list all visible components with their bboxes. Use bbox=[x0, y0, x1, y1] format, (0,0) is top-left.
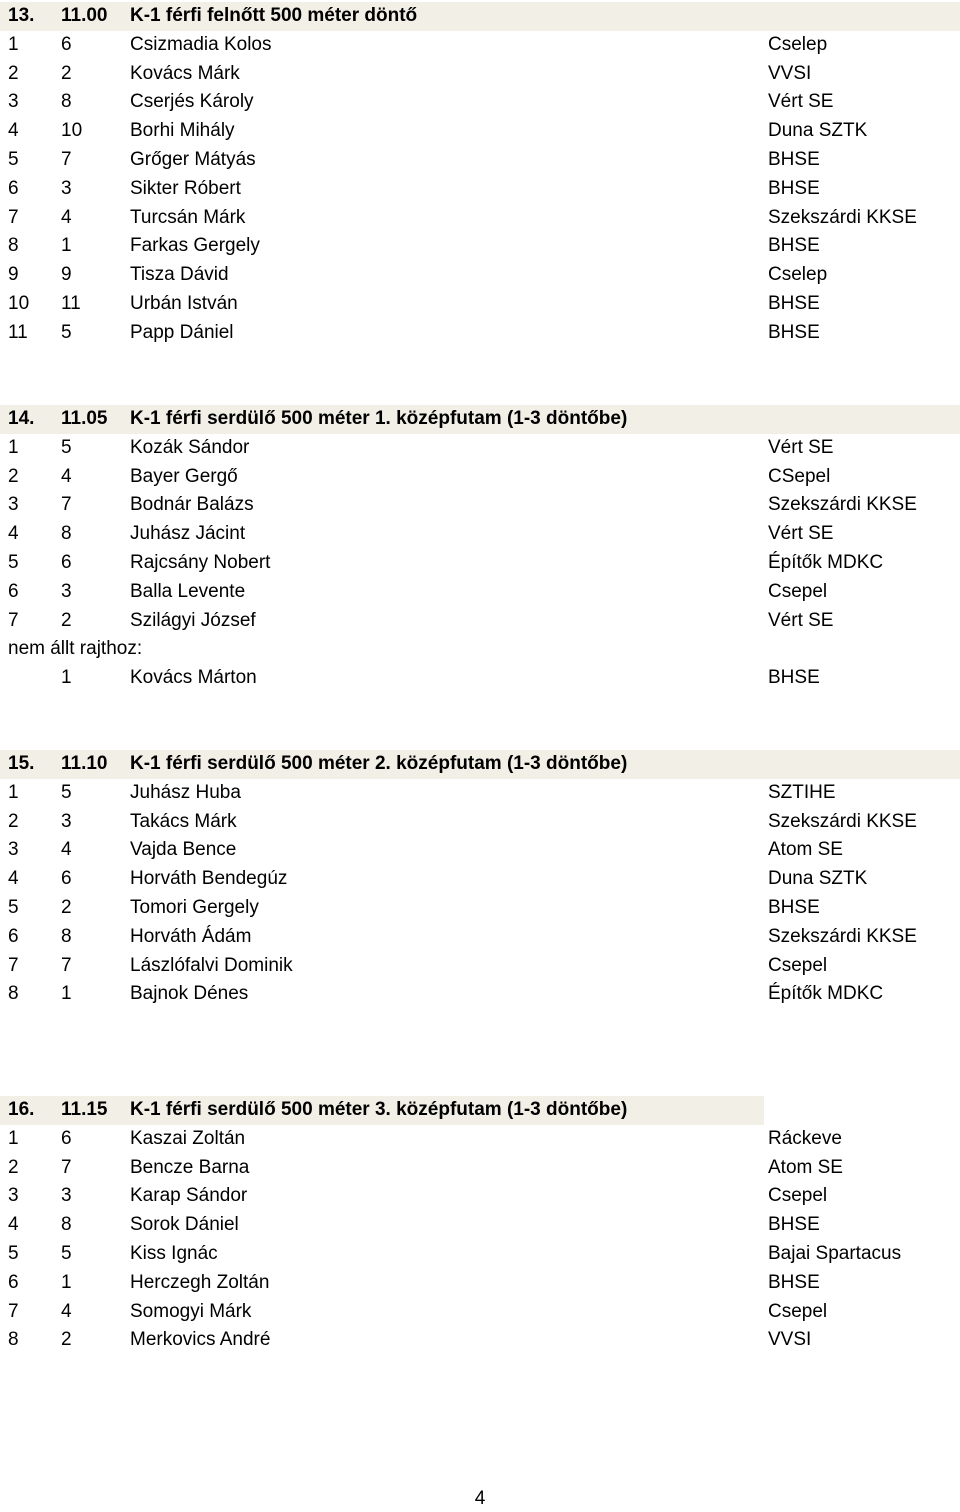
event-time: 11.10 bbox=[61, 753, 108, 774]
lane: 8 bbox=[61, 1214, 72, 1236]
place: 8 bbox=[8, 1329, 19, 1351]
lane: 5 bbox=[61, 321, 72, 343]
club-name: Szekszárdi KKSE bbox=[768, 810, 917, 832]
club-name: Cselep bbox=[768, 264, 828, 286]
lane: 3 bbox=[61, 810, 72, 832]
lane: 7 bbox=[61, 1156, 72, 1178]
result-row bbox=[0, 808, 960, 837]
lane: 2 bbox=[61, 1329, 72, 1351]
results-list bbox=[0, 779, 960, 1009]
lane: 7 bbox=[61, 494, 72, 516]
lane: 7 bbox=[61, 954, 72, 976]
club-name: CSepel bbox=[768, 465, 831, 487]
club-name: BHSE bbox=[768, 292, 820, 314]
club-name: Vért SE bbox=[768, 523, 834, 545]
event-number: 15. bbox=[8, 753, 35, 774]
result-row bbox=[0, 578, 960, 607]
place: 4 bbox=[8, 120, 19, 142]
lane: 4 bbox=[61, 206, 72, 228]
place: 3 bbox=[8, 839, 19, 861]
event-16-section bbox=[0, 1096, 960, 1355]
results-list bbox=[0, 31, 960, 348]
athlete-name: Bayer Gergő bbox=[130, 465, 238, 487]
club-name: Építők MDKC bbox=[768, 983, 884, 1005]
result-row bbox=[0, 894, 960, 923]
result-row bbox=[0, 952, 960, 981]
result-row bbox=[0, 779, 960, 808]
place: 6 bbox=[8, 925, 19, 947]
club-name: BHSE bbox=[768, 667, 820, 689]
place: 7 bbox=[8, 206, 19, 228]
lane: 1 bbox=[61, 667, 72, 689]
athlete-name: Herczegh Zoltán bbox=[130, 1271, 270, 1293]
athlete-name: Kiss Ignác bbox=[130, 1242, 218, 1264]
athlete-name: Kozák Sándor bbox=[130, 436, 250, 458]
club-name: Vért SE bbox=[768, 91, 834, 113]
athlete-name: Juhász Huba bbox=[130, 781, 241, 803]
result-row bbox=[0, 146, 960, 175]
page-number: 4 bbox=[474, 1488, 486, 1509]
result-row bbox=[0, 319, 960, 348]
event-time: 11.15 bbox=[61, 1099, 108, 1120]
athlete-name: Horváth Bendegúz bbox=[130, 868, 288, 890]
result-row bbox=[0, 491, 960, 520]
lane: 8 bbox=[61, 925, 72, 947]
result-row bbox=[0, 290, 960, 319]
athlete-name: Szilágyi József bbox=[130, 609, 256, 631]
place: 3 bbox=[8, 1185, 19, 1207]
event-title: K-1 férfi serdülő 500 méter 2. középfutam (1-3 döntőbe) bbox=[130, 753, 628, 774]
club-name: BHSE bbox=[768, 148, 820, 170]
place: 5 bbox=[8, 1242, 19, 1264]
place: 8 bbox=[8, 235, 19, 257]
club-name: Duna SZTK bbox=[768, 868, 868, 890]
club-name: Atom SE bbox=[768, 1156, 843, 1178]
result-row bbox=[0, 1326, 960, 1355]
result-row bbox=[0, 607, 960, 636]
result-row bbox=[0, 836, 960, 865]
club-name: Szekszárdi KKSE bbox=[768, 206, 917, 228]
place: 2 bbox=[8, 1156, 19, 1178]
club-name: SZTIHE bbox=[768, 781, 836, 803]
event-title: K-1 férfi felnőtt 500 méter döntő bbox=[130, 5, 418, 26]
event-number: 14. bbox=[8, 408, 35, 429]
dns-label: nem állt rajthoz: bbox=[8, 638, 143, 660]
lane: 8 bbox=[61, 523, 72, 545]
lane: 4 bbox=[61, 839, 72, 861]
athlete-name: Bajnok Dénes bbox=[130, 983, 249, 1005]
club-name: Szekszárdi KKSE bbox=[768, 494, 917, 516]
lane: 11 bbox=[61, 292, 81, 314]
result-row bbox=[0, 1182, 960, 1211]
athlete-name: Csizmadia Kolos bbox=[130, 33, 272, 55]
event-15-section bbox=[0, 750, 960, 1009]
athlete-name: Bodnár Balázs bbox=[130, 494, 254, 516]
result-row bbox=[0, 1269, 960, 1298]
athlete-name: Cserjés Károly bbox=[130, 91, 254, 113]
event-time: 11.00 bbox=[61, 5, 108, 26]
club-name: Atom SE bbox=[768, 839, 843, 861]
result-row bbox=[0, 1211, 960, 1240]
result-row bbox=[0, 232, 960, 261]
club-name: BHSE bbox=[768, 1271, 820, 1293]
place: 7 bbox=[8, 1300, 19, 1322]
place: 1 bbox=[8, 436, 19, 458]
event-header bbox=[0, 405, 960, 434]
lane: 3 bbox=[61, 177, 72, 199]
athlete-name: Tomori Gergely bbox=[130, 896, 259, 918]
place: 1 bbox=[8, 1127, 19, 1149]
athlete-name: Rajcsány Nobert bbox=[130, 551, 271, 573]
place: 4 bbox=[8, 1214, 19, 1236]
place: 4 bbox=[8, 868, 19, 890]
club-name: BHSE bbox=[768, 321, 820, 343]
club-name: Ráckeve bbox=[768, 1127, 842, 1149]
result-row bbox=[0, 549, 960, 578]
place: 6 bbox=[8, 580, 19, 602]
place: 2 bbox=[8, 62, 19, 84]
result-row bbox=[0, 1154, 960, 1183]
place: 6 bbox=[8, 1271, 19, 1293]
place: 8 bbox=[8, 983, 19, 1005]
club-name: VVSI bbox=[768, 62, 812, 84]
place: 11 bbox=[8, 321, 28, 343]
lane: 6 bbox=[61, 33, 72, 55]
place: 4 bbox=[8, 523, 19, 545]
lane: 2 bbox=[61, 896, 72, 918]
event-number: 13. bbox=[8, 5, 35, 26]
result-row bbox=[0, 88, 960, 117]
club-name: BHSE bbox=[768, 235, 820, 257]
club-name: Vért SE bbox=[768, 609, 834, 631]
place: 7 bbox=[8, 954, 19, 976]
place: 9 bbox=[8, 264, 19, 286]
result-row bbox=[0, 1298, 960, 1327]
lane: 4 bbox=[61, 1300, 72, 1322]
event-13-section bbox=[0, 2, 960, 348]
lane: 2 bbox=[61, 609, 72, 631]
result-row bbox=[0, 60, 960, 89]
place: 2 bbox=[8, 810, 19, 832]
athlete-name: Borhi Mihály bbox=[130, 120, 235, 142]
club-name: Csepel bbox=[768, 954, 828, 976]
athlete-name: Tisza Dávid bbox=[130, 264, 229, 286]
place: 1 bbox=[8, 781, 19, 803]
club-name: Szekszárdi KKSE bbox=[768, 925, 917, 947]
athlete-name: Sikter Róbert bbox=[130, 177, 241, 199]
athlete-name: Kaszai Zoltán bbox=[130, 1127, 246, 1149]
place: 6 bbox=[8, 177, 19, 199]
place: 10 bbox=[8, 292, 30, 314]
result-row bbox=[0, 980, 960, 1009]
athlete-name: Horváth Ádám bbox=[130, 925, 252, 947]
lane: 5 bbox=[61, 781, 72, 803]
athlete-name: Grőger Mátyás bbox=[130, 148, 256, 170]
place: 2 bbox=[8, 465, 19, 487]
lane: 6 bbox=[61, 551, 72, 573]
athlete-name: Lászlófalvi Dominik bbox=[130, 954, 293, 976]
athlete-name: Bencze Barna bbox=[130, 1156, 250, 1178]
result-row bbox=[0, 520, 960, 549]
club-name: BHSE bbox=[768, 1214, 820, 1236]
result-row bbox=[0, 434, 960, 463]
athlete-name: Kovács Márton bbox=[130, 667, 257, 689]
place: 5 bbox=[8, 551, 19, 573]
club-name: Csepel bbox=[768, 1300, 828, 1322]
lane: 6 bbox=[61, 868, 72, 890]
athlete-name: Kovács Márk bbox=[130, 62, 240, 84]
lane: 3 bbox=[61, 580, 72, 602]
club-name: BHSE bbox=[768, 177, 820, 199]
place: 5 bbox=[8, 148, 19, 170]
place: 5 bbox=[8, 896, 19, 918]
results-list bbox=[0, 434, 960, 636]
event-header bbox=[0, 2, 960, 31]
event-title: K-1 férfi serdülő 500 méter 3. középfutam (1-3 döntőbe) bbox=[130, 1099, 628, 1120]
lane: 6 bbox=[61, 1127, 72, 1149]
lane: 10 bbox=[61, 120, 83, 142]
result-row bbox=[0, 1240, 960, 1269]
dns-row bbox=[0, 664, 960, 693]
club-name: Vért SE bbox=[768, 436, 834, 458]
event-title: K-1 férfi serdülő 500 méter 1. középfutam (1-3 döntőbe) bbox=[130, 408, 628, 429]
club-name: Duna SZTK bbox=[768, 120, 868, 142]
athlete-name: Takács Márk bbox=[130, 810, 237, 832]
result-row bbox=[0, 261, 960, 290]
event-14-section bbox=[0, 405, 960, 693]
lane: 1 bbox=[61, 983, 72, 1005]
result-row bbox=[0, 923, 960, 952]
lane: 8 bbox=[61, 91, 72, 113]
lane: 7 bbox=[61, 148, 72, 170]
event-number: 16. bbox=[8, 1099, 35, 1120]
place: 7 bbox=[8, 609, 19, 631]
club-name: Bajai Spartacus bbox=[768, 1242, 902, 1264]
club-name: Csepel bbox=[768, 580, 828, 602]
athlete-name: Turcsán Márk bbox=[130, 206, 246, 228]
lane: 2 bbox=[61, 62, 72, 84]
lane: 3 bbox=[61, 1185, 72, 1207]
club-name: Csepel bbox=[768, 1185, 828, 1207]
result-row bbox=[0, 31, 960, 60]
result-row bbox=[0, 1125, 960, 1154]
result-row bbox=[0, 204, 960, 233]
result-row bbox=[0, 175, 960, 204]
athlete-name: Vajda Bence bbox=[130, 839, 237, 861]
athlete-name: Merkovics André bbox=[130, 1329, 271, 1351]
club-name: BHSE bbox=[768, 896, 820, 918]
event-header bbox=[0, 1096, 764, 1125]
athlete-name: Karap Sándor bbox=[130, 1185, 248, 1207]
place: 3 bbox=[8, 91, 19, 113]
club-name: Építők MDKC bbox=[768, 551, 884, 573]
lane: 5 bbox=[61, 1242, 72, 1264]
dns-label-row bbox=[0, 635, 960, 664]
club-name: VVSI bbox=[768, 1329, 812, 1351]
place: 1 bbox=[8, 33, 19, 55]
lane: 9 bbox=[61, 264, 72, 286]
athlete-name: Somogyi Márk bbox=[130, 1300, 252, 1322]
athlete-name: Papp Dániel bbox=[130, 321, 234, 343]
athlete-name: Urbán István bbox=[130, 292, 238, 314]
result-row bbox=[0, 865, 960, 894]
results-list bbox=[0, 1125, 960, 1355]
lane: 5 bbox=[61, 436, 72, 458]
event-header bbox=[0, 750, 960, 779]
lane: 1 bbox=[61, 1271, 72, 1293]
result-row bbox=[0, 463, 960, 492]
event-time: 11.05 bbox=[61, 408, 108, 429]
athlete-name: Sorok Dániel bbox=[130, 1214, 239, 1236]
club-name: Cselep bbox=[768, 33, 828, 55]
athlete-name: Balla Levente bbox=[130, 580, 246, 602]
lane: 4 bbox=[61, 465, 72, 487]
result-row bbox=[0, 117, 960, 146]
athlete-name: Juhász Jácint bbox=[130, 523, 246, 545]
athlete-name: Farkas Gergely bbox=[130, 235, 260, 257]
lane: 1 bbox=[61, 235, 72, 257]
place: 3 bbox=[8, 494, 19, 516]
